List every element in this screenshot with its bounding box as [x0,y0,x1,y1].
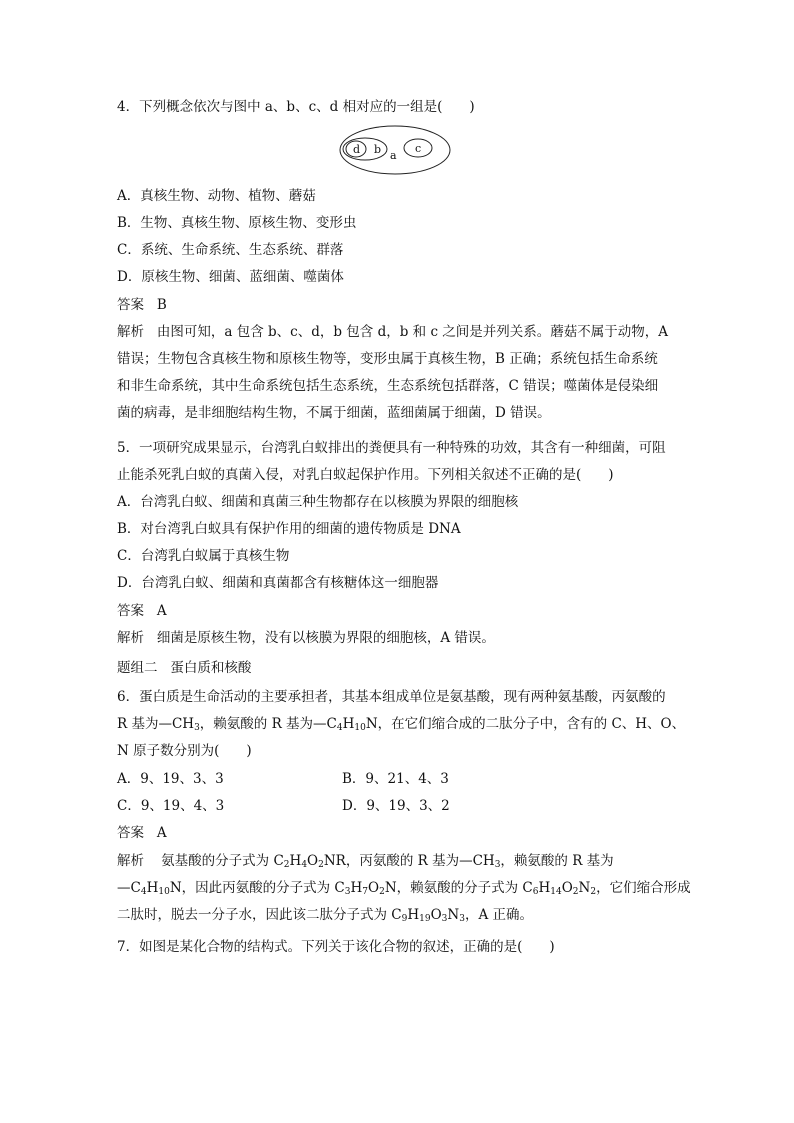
q5-option-d: D．台湾乳白蚁、细菌和真菌都含有核糖体这一细胞器 [117,575,439,591]
q7-stem: 7．如图是某化合物的结构式。下列关于该化合物的叙述，正确的是( ) [117,939,555,955]
answer-label: 答案 [117,297,144,313]
analysis-text: 由图可知，a 包含 b、c、d，b 包含 d，b 和 c 之间是并列关系。蘑菇不属于动物，A [156,324,669,340]
q4-answer-row [117,296,167,314]
answer-value: A [156,603,167,619]
q4-option-d: D．原核生物、细菌、蓝细菌、噬菌体 [117,269,344,285]
q5-answer-row [117,602,167,620]
q5-stem-line-1: 5．一项研究成果显示，台湾乳白蚁排出的粪便具有一种特殊的功效，其含有一种细菌，可阻 [117,440,666,456]
q4-analysis-line-1 [117,323,668,341]
q5-analysis-line-1 [117,629,495,647]
section-heading [117,659,251,677]
label-c: c [415,142,422,155]
analysis-text: 细菌是原核生物，没有以核膜为界限的细胞核，A 错误。 [156,630,495,646]
q6-option-b: B．9、21、4、3 [342,771,449,787]
label-b: b [374,143,382,156]
analysis-label: 解析 [117,324,144,340]
answer-value: B [156,297,167,313]
answer-label: 答案 [117,603,144,619]
label-a: a [390,149,397,162]
q5-option-b: B．对台湾乳白蚁具有保护作用的细菌的遗传物质是 DNA [117,521,461,537]
q5-option-c: C．台湾乳白蚁属于真核生物 [117,548,290,564]
q5-stem-line-2: 止能杀死乳白蚁的真菌入侵，对乳白蚁起保护作用。下列相关叙述不正确的是( ) [117,467,614,483]
q6-analysis-line-3: 二肽时，脱去一分子水，因此该二肽分子式为 $C_9H_{19}O_3N_3$，A 正确。 [117,907,533,924]
q6-stem-line-1: 6．蛋白质是生命活动的主要承担者，其基本组成单位是氨基酸，现有两种氨基酸，丙氨酸的 [117,689,666,705]
q6-answer-row [117,824,167,842]
q6-stem-line-2: R 基为$—CH_3$，赖氨酸的 R 基为$—C_4H_{10}N$，在它们缩合成的二肽分子中，含有的 C、H、O、 [117,716,686,733]
q4-stem: 4．下列概念依次与图中 a、b、c、d 相对应的一组是( ) [117,99,475,115]
q6-analysis-line-2: $—C_4H_{10}N$，因此丙氨酸的分子式为 $C_3H_7O_2N$，赖氨酸的分子式为 $C_6H_{14}O_2N_2$，它们缩合形成 [117,880,691,897]
q6-option-d: D．9、19、3、2 [342,798,450,814]
q4-option-b: B．生物、真核生物、原核生物、变形虫 [117,215,357,231]
venn-diagram [338,124,453,176]
analysis-label: 解析 [117,630,144,646]
q6-option-c: C．9、19、4、3 [117,798,225,814]
answer-value: A [156,825,167,841]
analysis-label: 解析 [117,853,144,869]
section-title: 蛋白质和核酸 [170,660,252,676]
q6-stem-line-3: N 原子数分别为( ) [117,743,252,759]
q6-analysis-line-1: 解析 氨基酸的分子式为 $C_2H_4O_2NR$，丙氨酸的 R 基为$—CH_3$，赖氨酸的 R 基为 [117,853,614,870]
q4-analysis-line-4: 菌的病毒，是非细胞结构生物，不属于细菌，蓝细菌属于细菌，D 错误。 [117,405,551,421]
label-d: d [353,143,361,156]
q4-analysis-line-2: 错误；生物包含真核生物和原核生物等，变形虫属于真核生物，B 正确；系统包括生命系统 [117,351,658,367]
q6-option-a: A．9、19、3、3 [117,771,224,787]
q4-analysis-line-3: 和非生命系统，其中生命系统包括生态系统，生态系统包括群落，C 错误；噬菌体是侵染细 [117,378,659,394]
q4-option-a: A．真核生物、动物、植物、蘑菇 [117,188,316,204]
q4-option-c: C．系统、生命系统、生态系统、群落 [117,242,344,258]
section-label: 题组二 [117,660,158,676]
q5-option-a: A．台湾乳白蚁、细菌和真菌三种生物都存在以核膜为界限的细胞核 [117,494,519,510]
answer-label: 答案 [117,825,144,841]
